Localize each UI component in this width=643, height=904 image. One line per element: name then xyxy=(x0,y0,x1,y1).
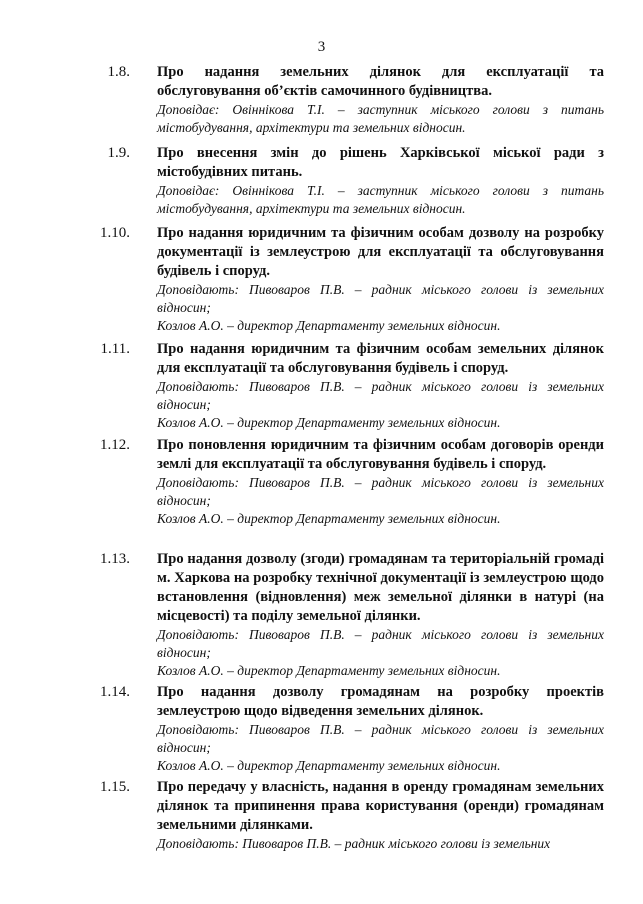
speaker-line: Козлов А.О. – директор Департаменту земельних відносин. xyxy=(157,511,501,526)
item-body xyxy=(157,683,604,775)
item-number: 1.14. xyxy=(100,684,130,700)
speaker-line: Доповідають: Пивоваров П.В. – радник міського голови із земельних відносин; xyxy=(157,379,604,412)
item-body xyxy=(157,63,604,137)
speaker-line: Доповідають: Пивоваров П.В. – радник міського голови із земельних відносин; xyxy=(157,722,604,755)
item-body xyxy=(157,144,604,218)
speaker-line: Козлов А.О. – директор Департаменту земельних відносин. xyxy=(157,415,501,430)
item-number: 1.8. xyxy=(107,64,130,80)
page-number: 3 xyxy=(317,39,326,55)
speaker-line: Доповідає: Овіннікова Т.І. – заступник міського голови з питань містобудування, архітектури та земельних відносин. xyxy=(157,183,604,216)
item-number: 1.12. xyxy=(100,437,130,453)
item-number: 1.15. xyxy=(100,779,130,795)
item-body xyxy=(157,778,604,853)
speaker-line: Доповідають: Пивоваров П.В. – радник міського голови із земельних відносин; xyxy=(157,627,604,660)
speaker-line: Доповідають: Пивоваров П.В. – радник міського голови із земельних xyxy=(157,836,551,851)
speaker-line: Доповідають: Пивоваров П.В. – радник міського голови із земельних відносин; xyxy=(157,475,604,508)
speaker-line: Доповідає: Овіннікова Т.І. – заступник міського голови з питань містобудування, архітектури та земельних відносин. xyxy=(157,102,604,135)
speaker-line: Доповідають: Пивоваров П.В. – радник міського голови із земельних відносин; xyxy=(157,282,604,315)
item-body xyxy=(157,340,604,432)
item-body xyxy=(157,224,604,335)
item-number: 1.11. xyxy=(100,341,130,357)
item-title: Про поновлення юридичним та фізичним особам договорів оренди землі для експлуатації та обслуговування будівель і споруд. xyxy=(157,437,604,472)
item-title: Про надання юридичним та фізичним особам дозволу на розробку документації із землеустрою для експлуатації та обслуговування будівель і споруд. xyxy=(157,225,604,279)
item-title: Про надання дозволу громадянам на розробку проектів землеустрою щодо відведення земельних ділянок. xyxy=(157,684,604,719)
item-body xyxy=(157,436,604,528)
item-title: Про внесення змін до рішень Харківської міської ради з містобудівних питань. xyxy=(157,145,604,180)
speaker-line: Козлов А.О. – директор Департаменту земельних відносин. xyxy=(157,318,501,333)
item-title: Про надання дозволу (згоди) громадянам та територіальній громаді м. Харкова на розробку технічної документації із землеустрою щодо встановлення (відновлення) меж земельної ділянки в натурі (на місцевості) та поділу земельної ділянки. xyxy=(157,551,604,624)
item-body xyxy=(157,550,604,680)
item-number: 1.13. xyxy=(100,551,130,567)
item-title: Про передачу у власність, надання в оренду громадянам земельних ділянок та припинення права користування (оренди) громадянам земельними ділянками. xyxy=(157,779,604,833)
speaker-line: Козлов А.О. – директор Департаменту земельних відносин. xyxy=(157,663,501,678)
item-title: Про надання земельних ділянок для експлуатації та обслуговування об’єктів самочинного будівництва. xyxy=(157,64,604,99)
item-number: 1.10. xyxy=(100,225,130,241)
speaker-line: Козлов А.О. – директор Департаменту земельних відносин. xyxy=(157,758,501,773)
item-title: Про надання юридичним та фізичним особам земельних ділянок для експлуатації та обслуговування будівель і споруд. xyxy=(157,341,604,376)
item-number: 1.9. xyxy=(107,145,130,161)
